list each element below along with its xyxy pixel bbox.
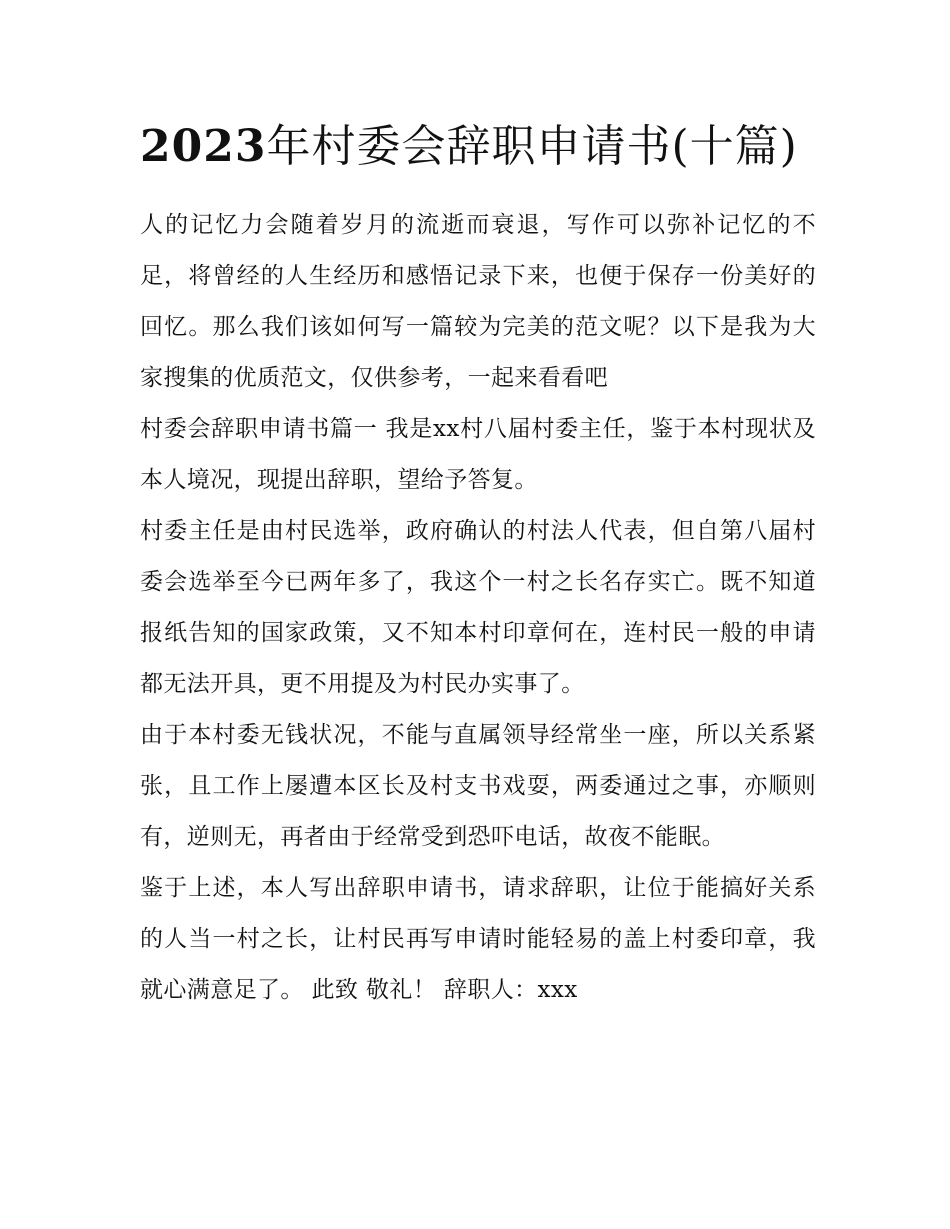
document-page bbox=[140, 108, 816, 1016]
section-one-paragraph: 村委会辞职申请书篇一 我是xx村八届村委主任，鉴于本村现状及本人境况，现提出辞职，望给予答复。 bbox=[140, 416, 816, 493]
title-year: 2023 bbox=[140, 121, 267, 172]
title-text: 年村委会辞职申请书(十篇) bbox=[266, 121, 798, 172]
document-title bbox=[140, 108, 816, 186]
intro-paragraph: 人的记忆力会随着岁月的流逝而衰退，写作可以弥补记忆的不足，将曾经的人生经历和感悟记录下来，也便于保存一份美好的回忆。那么我们该如何写一篇较为完美的范文呢？以下是我为大家搜集的优质范文，仅供参考，一起来看看吧 bbox=[140, 212, 816, 391]
document-body bbox=[140, 200, 816, 1016]
body-paragraph: 村委主任是由村民选举，政府确认的村法人代表，但自第八届村委会选举至今已两年多了，我这个一村之长名存实亡。既不知道报纸告知的国家政策，又不知本村印章何在，连村民一般的申请都无法开具，更不用提及为村民办实事了。 bbox=[140, 518, 816, 697]
body-paragraph: 由于本村委无钱状况，不能与直属领导经常坐一座，所以关系紧张，且工作上屡遭本区长及村支书戏耍，两委通过之事，亦顺则有，逆则无，再者由于经常受到恐吓电话，故夜不能眠。 bbox=[140, 722, 816, 850]
closing-paragraph: 鉴于上述，本人写出辞职申请书，请求辞职，让位于能搞好关系的人当一村之长，让村民再写申请时能轻易的盖上村委印章，我就心满意足了。 此致 敬礼！ 辞职人：xxx bbox=[140, 875, 816, 1003]
